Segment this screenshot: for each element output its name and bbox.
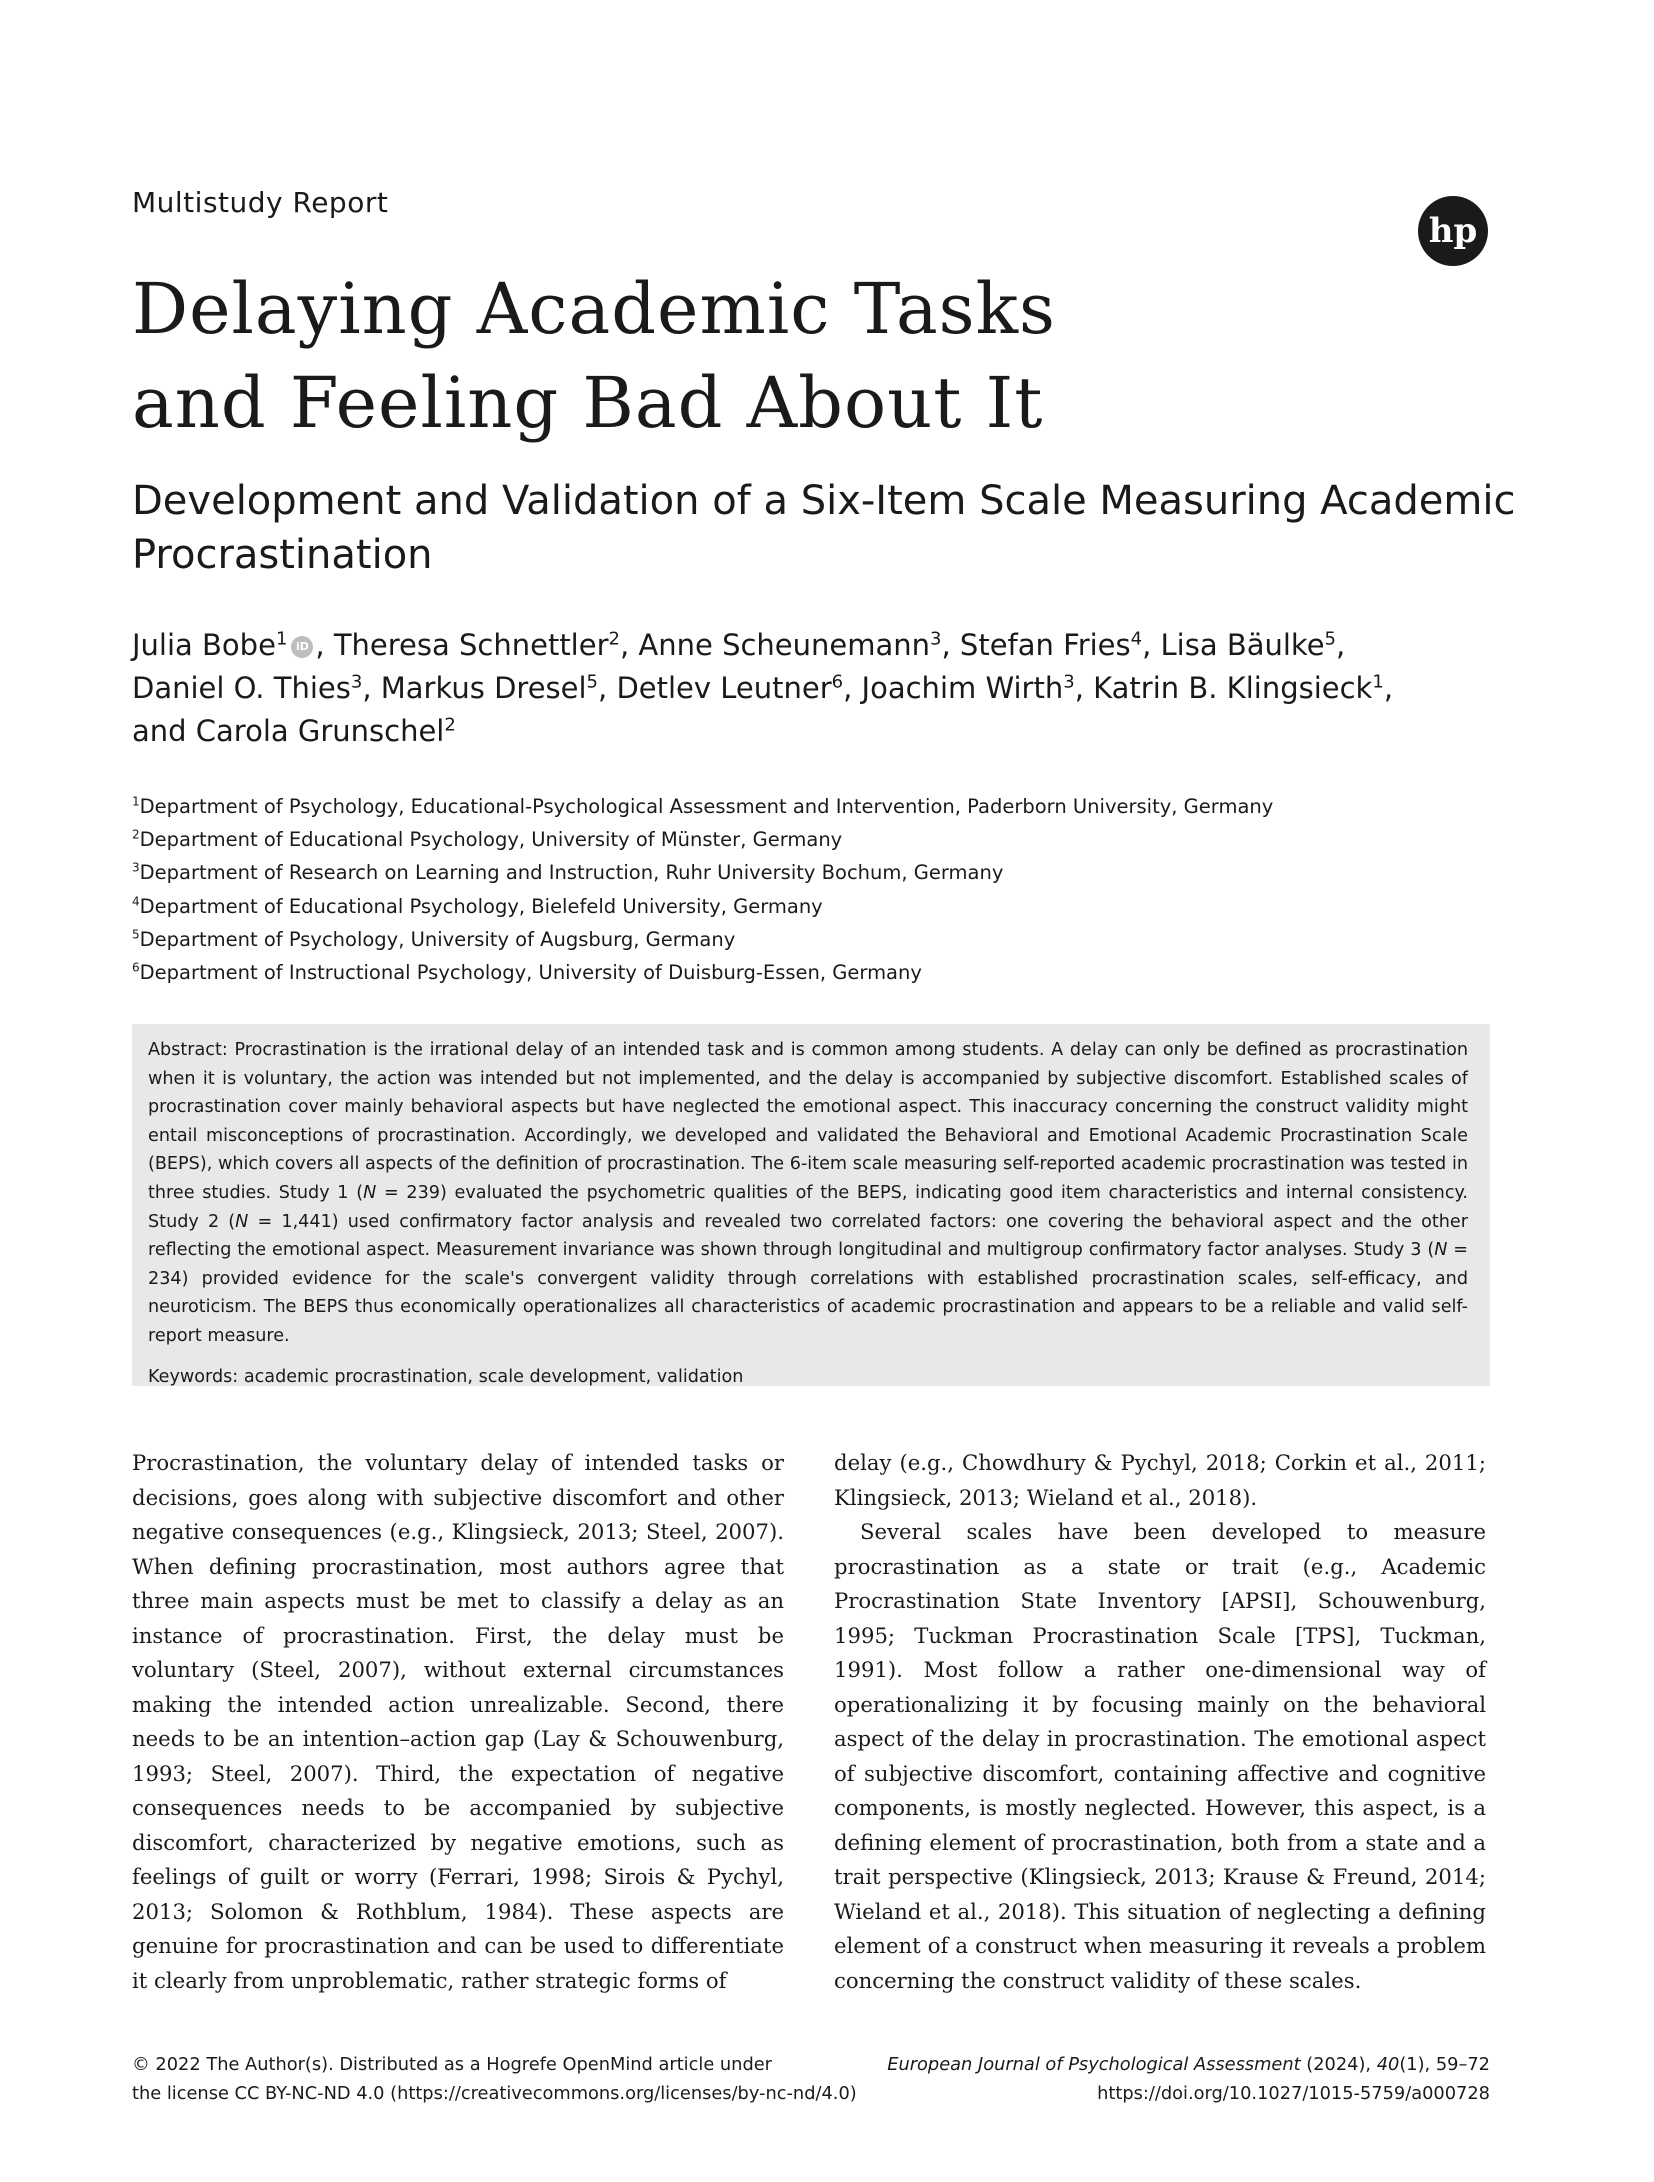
affiliation-number: 2 bbox=[132, 827, 140, 842]
affiliation-item bbox=[132, 956, 1532, 989]
affiliation-text: Department of Psychology, University of Augsburg, Germany bbox=[139, 927, 736, 951]
logo-text: hp bbox=[1428, 211, 1478, 251]
license-footer bbox=[132, 2050, 892, 2108]
author-name: Anne Scheunemann bbox=[638, 628, 931, 662]
author-affiliation-marker: 3 bbox=[350, 671, 363, 693]
affiliation-text: Department of Educational Psychology, University of Münster, Germany bbox=[139, 828, 843, 852]
author-name: Julia Bobe bbox=[132, 628, 276, 662]
keywords: Keywords: academic procrastination, scale development, validation bbox=[148, 1366, 744, 1387]
journal-issue-pages: (1), 59–72 bbox=[1399, 2054, 1490, 2075]
article-title bbox=[132, 262, 1432, 450]
article-subtitle: Development and Validation of a Six-Item Scale Measuring Academic Procrastination bbox=[132, 478, 1516, 578]
author-list: Julia Bobe$^1$ iD , Theresa Schnettler$^2$, Anne Scheunemann$^3$, Stefan Fries$^4$, Lisa Bäulke$^5$, Daniel O. Thies$^3$, Markus Dresel$^5$, Detlev Leutner$^6$, Joachim Wirth$^3$, Katrin B. Klingsieck$^1$, and Carola Grunschel$^2$ bbox=[132, 628, 1394, 748]
title-line-1: Delaying Academic Tasks bbox=[132, 268, 1056, 350]
affiliation-text: Department of Research on Learning and Instruction, Ruhr University Bochum, Germany bbox=[139, 861, 1004, 885]
author-name: Joachim Wirth bbox=[861, 671, 1064, 705]
author-name: Stefan Fries bbox=[959, 628, 1131, 662]
license-line-1: © 2022 The Author(s). Distributed as a Hogrefe OpenMind article under bbox=[132, 2054, 772, 2075]
affiliation-text: Department of Psychology, Educational-Psychological Assessment and Intervention, Paderborn University, Germany bbox=[139, 795, 1274, 818]
abstract-text: Abstract: Procrastination is the irrational delay of an intended task and is common among students. A delay can only be defined as procrastination when it is voluntary, the action was intended but not implemented, and the delay is accompanied by subjective discomfort. Established scales of procrastination cover mainly behavioral aspects but have neglected the emotional aspect. This inaccuracy concerning the construct validity might entail misconceptions of procrastination. Accordingly, we developed and validated the Behavioral and Emotional Academic Procrastination Scale (BEPS), which covers all aspects of the definition of procrastination. The 6-item scale measuring self-reported academic procrastination was tested in three studies. Study 1 (N = 239) evaluated the psychometric qualities of the BEPS, indicating good item characteristics and internal consistency. Study 2 (N = 1,441) used confirmatory factor analysis and revealed two correlated factors: one covering the behavioral aspect and the other reflecting the emotional aspect. Measurement invariance was shown through longitudinal and multigroup confirmatory factor analyses. Study 3 (N = 234) provided evidence for the scale's convergent validity through correlations with established procrastination scales, self-efficacy, and neuroticism. The BEPS thus economically operationalizes all characteristics of academic procrastination and appears to be a reliable and valid self-report measure. bbox=[148, 1040, 1468, 1346]
author-affiliation-marker: 5 bbox=[1324, 628, 1336, 650]
affiliation-list bbox=[132, 790, 1532, 989]
author-affiliation-marker: 3 bbox=[930, 628, 942, 650]
author-name: Carola Grunschel bbox=[195, 714, 445, 748]
doi-link[interactable]: https://doi.org/10.1027/1015-5759/a000728 bbox=[1097, 2083, 1490, 2104]
affiliation-item bbox=[132, 823, 1532, 856]
journal-footer bbox=[834, 2050, 1490, 2108]
abstract-box bbox=[132, 1024, 1490, 1386]
author-name: Lisa Bäulke bbox=[1160, 628, 1325, 662]
author-affiliation-marker: 2 bbox=[444, 714, 456, 736]
author-name: Detlev Leutner bbox=[616, 671, 832, 705]
journal-volume: 40 bbox=[1376, 2054, 1400, 2075]
author-affiliation-marker: 1 bbox=[275, 628, 288, 650]
affiliation-item bbox=[132, 790, 1532, 823]
affiliation-number: 4 bbox=[132, 894, 140, 909]
author-affiliation-marker: 2 bbox=[608, 628, 620, 650]
affiliation-number: 3 bbox=[132, 860, 140, 875]
journal-citation bbox=[834, 2050, 1490, 2079]
affiliation-number: 5 bbox=[132, 927, 140, 942]
author-affiliation-marker: 6 bbox=[831, 671, 844, 693]
author-name: Daniel O. Thies bbox=[132, 671, 351, 705]
affiliation-item bbox=[132, 923, 1532, 956]
body-paragraph: delay (e.g., Chowdhury & Pychyl, 2018; Corkin et al., 2011; Klingsieck, 2013; Wieland et al., 2018). bbox=[834, 1450, 1486, 1510]
author-affiliation-marker: 1 bbox=[1372, 671, 1384, 693]
title-line-2: and Feeling Bad About It bbox=[132, 362, 1044, 444]
affiliation-text: Department of Instructional Psychology, University of Duisburg-Essen, Germany bbox=[139, 961, 922, 985]
license-line-2[interactable]: the license CC BY-NC-ND 4.0 (https://creativecommons.org/licenses/by-nc-nd/4.0) bbox=[132, 2083, 857, 2104]
body-paragraph: Procrastination, the voluntary delay of intended tasks or decisions, goes along with subjective discomfort and other negative consequences (e.g., Klingsieck, 2013; Steel, 2007). When defining procrastination, most authors agree that three main aspects must be met to classify a delay as an instance of procrastination. First, the delay must be voluntary (Steel, 2007), without external circumstances making the intended action unrealizable. Second, there needs to be an intention–action gap (Lay & Schouwenburg, 1993; Steel, 2007). Third, the expectation of negative consequences needs to be accompanied by subjective discomfort, characterized by negative emotions, such as feelings of guilt or worry (Ferrari, 1998; Sirois & Pychyl, 2013; Solomon & Rothblum, 1984). These aspects are genuine for procrastination and can be used to differentiate it clearly from unproblematic, rather strategic forms of bbox=[132, 1450, 784, 1993]
journal-year: (2024), bbox=[1300, 2054, 1377, 2075]
author-name: Markus Dresel bbox=[380, 671, 587, 705]
affiliation-item bbox=[132, 890, 1532, 923]
body-column-left bbox=[132, 1446, 784, 1998]
affiliation-number: 6 bbox=[132, 960, 140, 975]
author-name: Theresa Schnettler bbox=[333, 628, 609, 662]
affiliation-text: Department of Educational Psychology, Bielefeld University, Germany bbox=[139, 894, 823, 918]
body-column-right bbox=[834, 1446, 1486, 1998]
author-affiliation-marker: 5 bbox=[586, 671, 598, 693]
author-name: Katrin B. Klingsieck bbox=[1093, 671, 1373, 705]
affiliation-item bbox=[132, 856, 1532, 889]
author-affiliation-marker: 3 bbox=[1063, 671, 1075, 693]
affiliation-number: 1 bbox=[132, 794, 140, 809]
journal-name: European Journal of Psychological Assessment bbox=[887, 2054, 1301, 2075]
body-paragraph: Several scales have been developed to measure procrastination as a state or trait (e.g., Academic Procrastination State Inventory [APSI], Schouwenburg, 1995; Tuckman Procrastination Scale [TPS], Tuckman, 1991). Most follow a rather one-dimensional way of operationalizing it by focusing mainly on the behavioral aspect of the delay in procrastination. The emotional aspect of subjective discomfort, containing affective and cognitive components, is mostly neglected. However, this aspect, is a defining element of procrastination, both from a state and a trait perspective (Klingsieck, 2013; Krause & Freund, 2014; Wieland et al., 2018). This situation of neglecting a defining element of a construct when measuring it reveals a problem concerning the construct validity of these scales. bbox=[834, 1519, 1486, 1993]
author-affiliation-marker: 4 bbox=[1130, 628, 1143, 650]
orcid-icon[interactable]: iD bbox=[291, 636, 313, 658]
hogrefe-logo-icon bbox=[1418, 196, 1488, 266]
section-label: Multistudy Report bbox=[132, 186, 389, 219]
